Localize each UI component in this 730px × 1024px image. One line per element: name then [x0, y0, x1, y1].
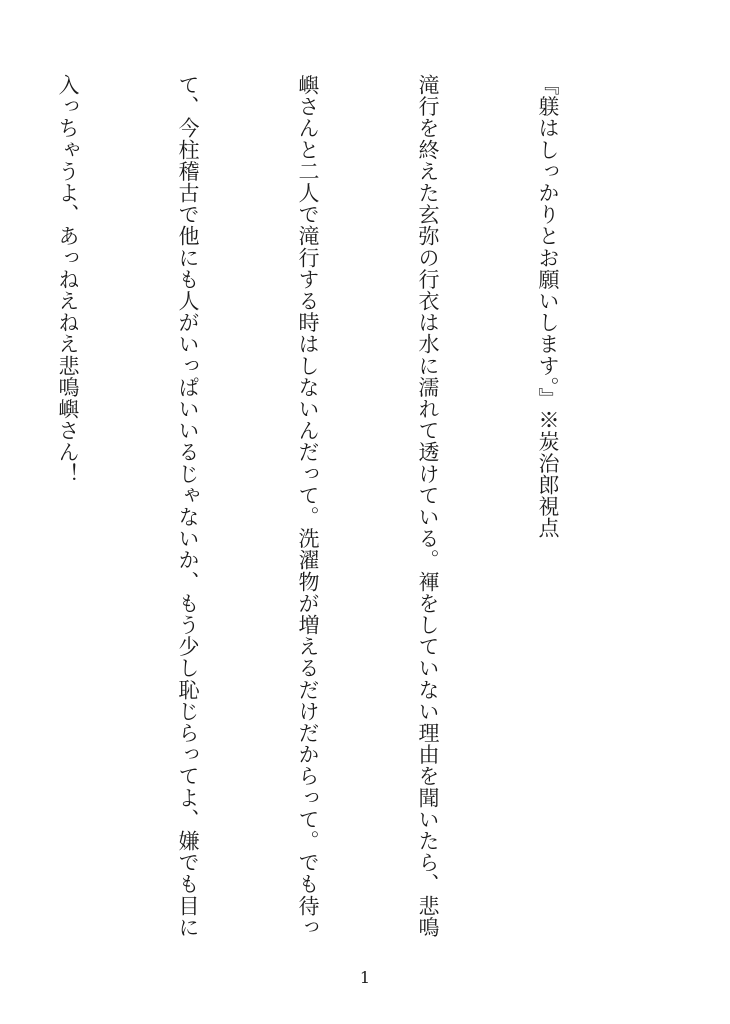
vertical-text-body [56, 74, 648, 954]
page-number: 1 [359, 968, 371, 987]
text-line: 滝行を終えた玄弥の行衣は水に濡れて透けている。褌をしていない理由を聞いたら、悲鳴 [416, 74, 440, 938]
text-line: 『躾はしっかりとお願いします。』※炭治郎視点 [536, 74, 560, 539]
text-line: て、今柱稽古で他にも人がいっぱいいるじゃないか、もう少し恥じらってよ、嫌でも目に [176, 74, 200, 938]
text-line: 入っちゃうよ、あっねえねえ悲鳴嶼さん！ [56, 74, 80, 485]
text-line: 嶼さんと二人で滝行する時はしないんだって。洗濯物が増えるだけだからって。でも待っ [296, 74, 320, 938]
